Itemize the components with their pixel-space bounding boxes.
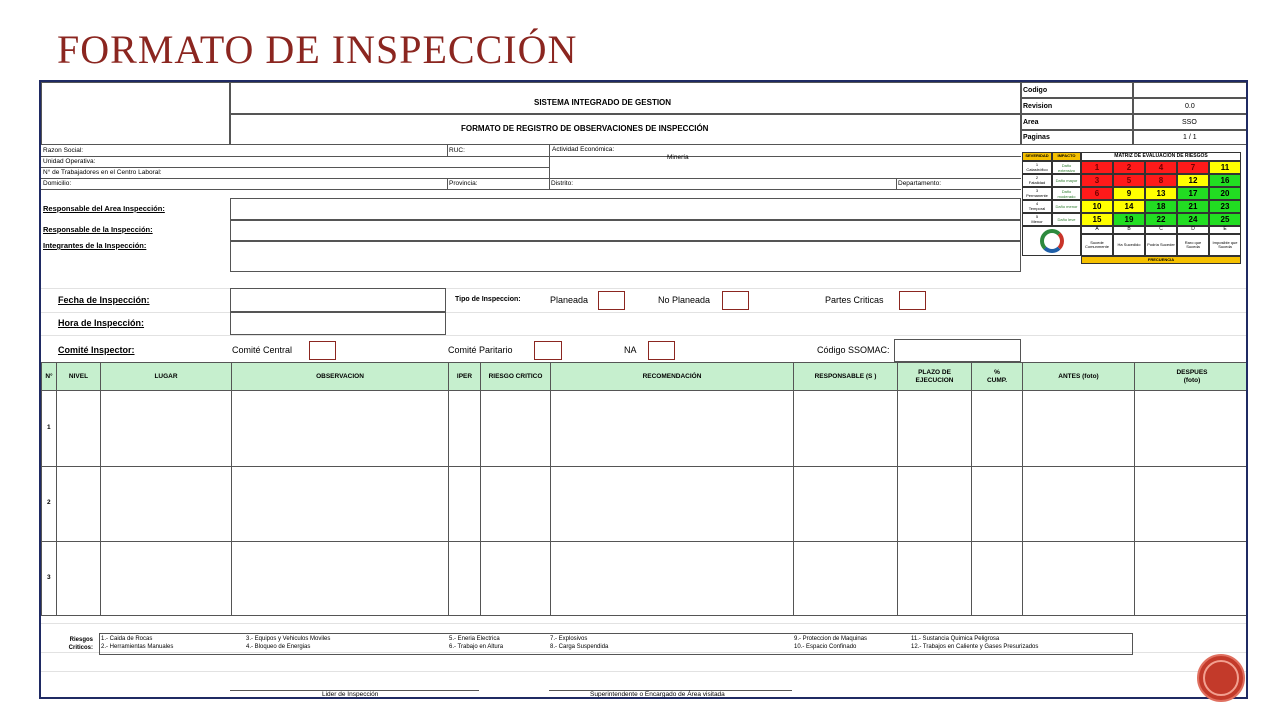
severity-row bbox=[1022, 200, 1052, 213]
risk-matrix-cell: 5 bbox=[1113, 174, 1145, 187]
risk-matrix-cell: 21 bbox=[1177, 200, 1209, 213]
impact-label: Daño menor bbox=[1052, 200, 1081, 213]
riesgo-item: 7.- Explosivos bbox=[550, 636, 588, 642]
risk-matrix-cell: 3 bbox=[1081, 174, 1113, 187]
revision-value: 0.0 bbox=[1185, 103, 1195, 110]
matrix-title: MATRIZ DE EVALUACIÓN DE RIESGOS bbox=[1081, 152, 1241, 161]
inspection-form bbox=[39, 80, 1248, 699]
risk-matrix-cell: 10 bbox=[1081, 200, 1113, 213]
riesgo-item: 10.- Espacio Confinado bbox=[794, 644, 857, 650]
severity-row bbox=[1022, 161, 1052, 174]
planeada-label: Planeada bbox=[550, 295, 589, 305]
actividad-label: Actividad Económica: bbox=[552, 146, 615, 153]
logo-icon bbox=[1040, 229, 1064, 253]
partes-criticas-checkbox[interactable] bbox=[899, 291, 926, 310]
table-row: 3 bbox=[47, 574, 51, 581]
severity-number: 5 bbox=[1035, 214, 1039, 220]
lider-signature-label: Lider de Inspección bbox=[322, 691, 379, 698]
responsable-area-label: Responsable del Area Inspección: bbox=[43, 204, 165, 213]
risk-matrix-cell: 25 bbox=[1209, 213, 1241, 226]
severity-row bbox=[1022, 187, 1052, 200]
risk-matrix-cell: 13 bbox=[1145, 187, 1177, 200]
superintendente-signature-label: Superintendente o Encargado de Área visitada bbox=[590, 691, 725, 698]
frecuencia-footer: FRECUENCIA bbox=[1081, 256, 1241, 264]
planeada-checkbox[interactable] bbox=[598, 291, 625, 310]
fecha-field[interactable] bbox=[230, 288, 446, 312]
table-body bbox=[41, 391, 1248, 616]
risk-matrix-cell: 9 bbox=[1113, 187, 1145, 200]
unidad-label: Unidad Operativa: bbox=[43, 158, 96, 165]
frequency-label: Podría Suceder bbox=[1145, 234, 1177, 256]
ssomac-label: Código SSOMAC: bbox=[817, 345, 890, 355]
table-header bbox=[41, 362, 1248, 391]
riesgo-item: 3.- Equipos y Vehiculos Moviles bbox=[246, 636, 331, 642]
riesgo-item: 1.- Caida de Rocas bbox=[101, 636, 153, 642]
severity-number: 2 bbox=[1035, 175, 1039, 181]
table-row: 1 bbox=[47, 424, 51, 431]
slide-title: FORMATO DE INSPECCIÓN bbox=[57, 27, 578, 72]
frequency-letter: C bbox=[1145, 226, 1177, 234]
col-cumplimiento: % CUMP. bbox=[971, 363, 1022, 390]
riesgo-item: 2.- Herramientas Manuales bbox=[101, 644, 174, 650]
risk-matrix-cell: 16 bbox=[1209, 174, 1241, 187]
area-label: Area bbox=[1023, 119, 1039, 126]
impact-label: Daño mayor bbox=[1052, 174, 1081, 187]
riesgo-item: 12.- Trabajos en Caliente y Gases Presurizados bbox=[911, 644, 1039, 650]
trabajadores-label: N° de Trabajadores en el Centro Laboral: bbox=[43, 169, 162, 176]
responsable-area-field[interactable] bbox=[230, 198, 1021, 220]
form-title: FORMATO DE REGISTRO DE OBSERVACIONES DE INSPECCIÓN bbox=[461, 124, 709, 133]
provincia-label: Provincia: bbox=[449, 180, 478, 187]
fecha-label: Fecha de Inspección: bbox=[58, 295, 150, 305]
col-responsable: RESPONSABLE (S ) bbox=[793, 363, 897, 390]
system-title: SISTEMA INTEGRADO DE GESTION bbox=[534, 98, 672, 107]
risk-matrix-cell: 14 bbox=[1113, 200, 1145, 213]
ssomac-field[interactable] bbox=[894, 339, 1021, 362]
severity-label: Menor bbox=[1031, 218, 1043, 224]
severity-label: Permanente bbox=[1026, 192, 1048, 198]
risk-matrix-cell: 7 bbox=[1177, 161, 1209, 174]
severity-label: Fatalidad bbox=[1028, 179, 1046, 185]
comite-label: Comité Inspector: bbox=[58, 345, 135, 355]
impact-label: Daño leve bbox=[1052, 213, 1081, 226]
severity-label: Catastrófico bbox=[1026, 166, 1048, 172]
risk-matrix-cell: 23 bbox=[1209, 200, 1241, 213]
risk-matrix-cell: 4 bbox=[1145, 161, 1177, 174]
risk-matrix-cell: 15 bbox=[1081, 213, 1113, 226]
severity-row bbox=[1022, 213, 1052, 226]
no-planeada-checkbox[interactable] bbox=[722, 291, 749, 310]
area-value: SSO bbox=[1182, 119, 1197, 126]
comite-central-checkbox[interactable] bbox=[309, 341, 336, 360]
impact-label: Daño moderado bbox=[1052, 187, 1081, 200]
severity-number: 4 bbox=[1035, 201, 1039, 207]
distrito-label: Distrito: bbox=[551, 180, 574, 187]
impacto-header: IMPACTO bbox=[1052, 152, 1081, 161]
codigo-label: Codigo bbox=[1023, 87, 1048, 94]
frequency-letter: E bbox=[1209, 226, 1241, 234]
razon-social-label: Razon Social: bbox=[43, 147, 84, 154]
riesgos-label: Riesgos Criticos: bbox=[68, 637, 93, 652]
riesgo-item: 4.- Bloqueo de Energias bbox=[246, 644, 311, 650]
risk-matrix-cell: 8 bbox=[1145, 174, 1177, 187]
frequency-label: Ha Sucedido bbox=[1113, 234, 1145, 256]
revision-label: Revision bbox=[1023, 103, 1053, 110]
impact-label: Daño extensivo bbox=[1052, 161, 1081, 174]
comite-paritario-label: Comité Paritario bbox=[448, 345, 513, 355]
paginas-value: 1 / 1 bbox=[1183, 134, 1197, 141]
departamento-label: Departamento: bbox=[898, 180, 941, 187]
risk-matrix-cell: 20 bbox=[1209, 187, 1241, 200]
frequency-label: Sucede Comunmente bbox=[1081, 234, 1113, 256]
col-observacion: OBSERVACION bbox=[231, 363, 448, 390]
na-label: NA bbox=[624, 345, 637, 355]
risk-matrix-cell: 11 bbox=[1209, 161, 1241, 174]
paginas-label: Paginas bbox=[1023, 134, 1050, 141]
partes-criticas-label: Partes Criticas bbox=[825, 295, 884, 305]
riesgo-item: 9.- Proteccion de Maquinas bbox=[794, 636, 868, 642]
riesgo-item: 11.- Sustancia Quimica Peligrosa bbox=[911, 636, 1000, 642]
risk-matrix-cell: 22 bbox=[1145, 213, 1177, 226]
severity-row bbox=[1022, 174, 1052, 187]
table-row: 2 bbox=[47, 499, 51, 506]
responsable-inspeccion-label: Responsable de la Inspección: bbox=[43, 225, 153, 234]
col-lugar: LUGAR bbox=[100, 363, 231, 390]
risk-matrix-cell: 6 bbox=[1081, 187, 1113, 200]
actividad-value: Minería bbox=[667, 154, 689, 161]
responsable-inspeccion-field[interactable] bbox=[230, 220, 1021, 241]
tipo-label: Tipo de Inspeccion: bbox=[455, 296, 521, 303]
col-plazo: PLAZO DE EJECUCION bbox=[897, 363, 971, 390]
severidad-header: SEVERIDAD bbox=[1022, 152, 1052, 161]
severity-label: Temporal bbox=[1028, 205, 1046, 211]
ruc-label: RUC: bbox=[449, 147, 465, 154]
severity-number: 1 bbox=[1035, 162, 1039, 168]
integrantes-field[interactable] bbox=[230, 241, 1021, 272]
frequency-letter: D bbox=[1177, 226, 1209, 234]
risk-matrix-cell: 12 bbox=[1177, 174, 1209, 187]
frequency-label: Raro que Suceda bbox=[1177, 234, 1209, 256]
comite-paritario-checkbox[interactable] bbox=[534, 341, 562, 360]
col-riesgo-critico: RIESGO CRITICO bbox=[480, 363, 550, 390]
risk-matrix-cell: 19 bbox=[1113, 213, 1145, 226]
slide-badge-icon bbox=[1197, 654, 1245, 702]
riesgo-item: 5.- Eneria Electrica bbox=[449, 636, 500, 642]
col-despues: DESPUES (foto) bbox=[1134, 363, 1248, 390]
na-checkbox[interactable] bbox=[648, 341, 675, 360]
frequency-letter: B bbox=[1113, 226, 1145, 234]
col-recomendacion: RECOMENDACIÓN bbox=[550, 363, 793, 390]
risk-matrix-cell: 2 bbox=[1113, 161, 1145, 174]
col-nivel: NIVEL bbox=[56, 363, 100, 390]
col-antes: ANTES (foto) bbox=[1022, 363, 1134, 390]
col-numero: N° bbox=[45, 372, 53, 380]
severity-number: 3 bbox=[1035, 188, 1039, 194]
frequency-letter: A bbox=[1081, 226, 1113, 234]
hora-label: Hora de Inspección: bbox=[58, 318, 145, 328]
risk-matrix-cell: 1 bbox=[1081, 161, 1113, 174]
company-logo bbox=[1022, 226, 1081, 256]
domicilio-label: Domicilio: bbox=[43, 180, 72, 187]
risk-matrix-cell: 17 bbox=[1177, 187, 1209, 200]
risk-matrix-cell: 18 bbox=[1145, 200, 1177, 213]
col-iper: IPER bbox=[448, 363, 480, 390]
no-planeada-label: No Planeada bbox=[658, 295, 711, 305]
risk-matrix bbox=[1022, 152, 1241, 265]
riesgo-item: 8.- Carga Suspendida bbox=[550, 644, 609, 650]
hora-field[interactable] bbox=[230, 312, 446, 335]
frequency-label: Imposible que Suceda bbox=[1209, 234, 1241, 256]
risk-matrix-cell: 24 bbox=[1177, 213, 1209, 226]
comite-central-label: Comité Central bbox=[232, 345, 293, 355]
riesgo-item: 6.- Trabajo en Altura bbox=[449, 644, 504, 650]
integrantes-label: Integrantes de la Inspección: bbox=[43, 241, 147, 250]
